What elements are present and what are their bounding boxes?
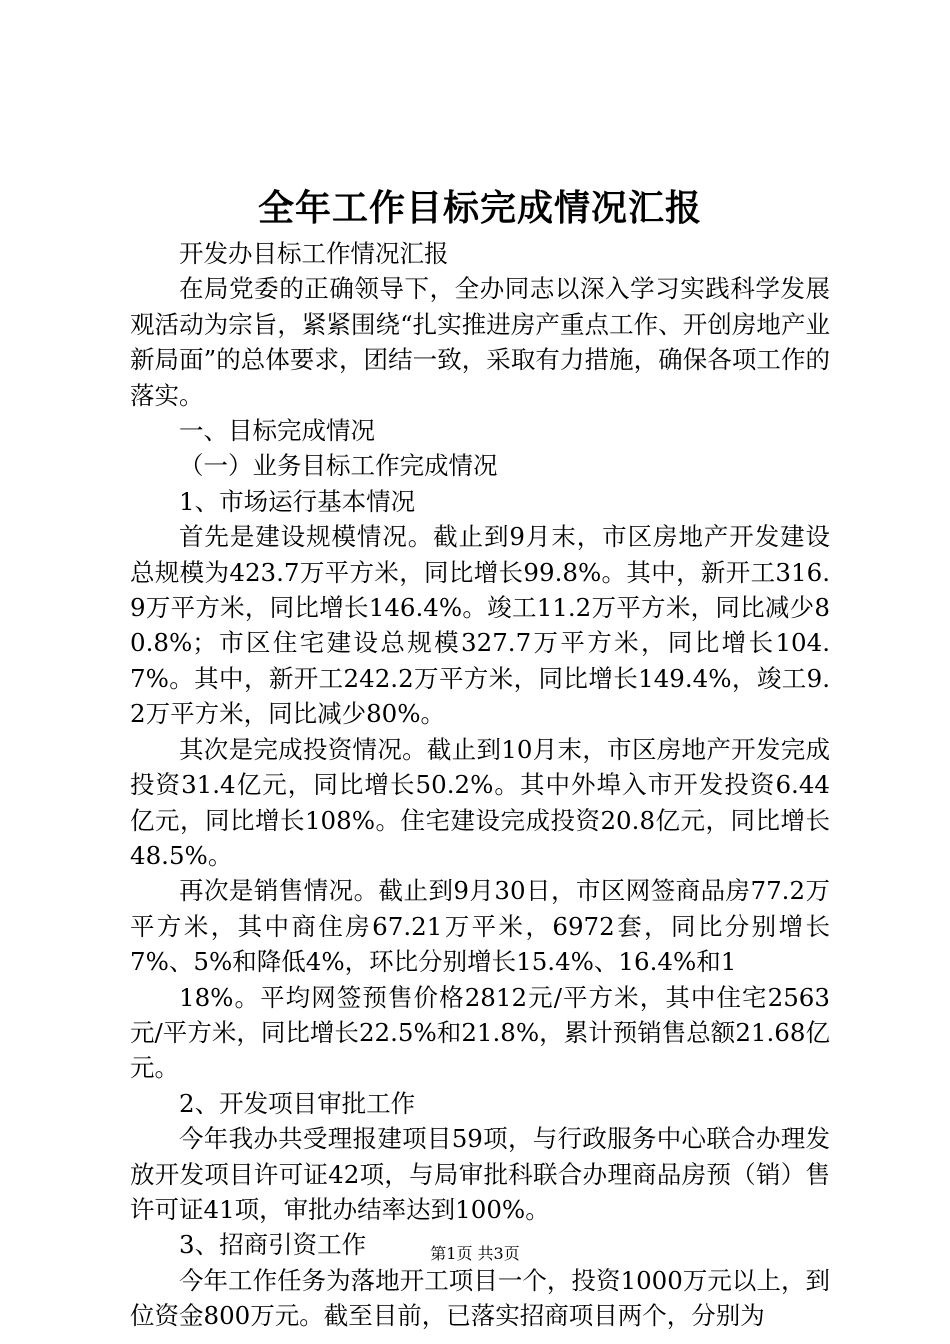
paragraph: 开发办目标工作情况汇报 [179, 239, 449, 268]
paragraph: 在局党委的正确领导下，全办同志以深入学习实践科学发展观活动为宗旨，紧紧围绕“扎实推进房产重点工作、开创房地产业新局面”的总体要求，团结一致，采取有力措施，确保各项工作的落实。 [130, 274, 830, 410]
paragraph: 今年工作任务为落地开工项目一个，投资1000万元以上，到位资金800万元。截至目前，已落实招商项目两个，分别为 [130, 1265, 830, 1331]
paragraph: 今年我办共受理报建项目59项，与行政服务中心联合办理发放开发项目许可证42项，与局审批科联合办理商品房预（销）售许可证41项，审批办结率达到100%。 [130, 1124, 830, 1224]
document-title: 全年工作目标完成情况汇报 [257, 188, 702, 229]
section-heading: 一、目标完成情况 [179, 416, 375, 446]
subsection-heading: （一）业务目标工作完成情况 [179, 451, 498, 481]
page-footer: 第1页 共3页 [430, 1244, 520, 1263]
paragraph: 其次是完成投资情况。截止到10月末，市区房地产开发完成投资31.4亿元，同比增长50.2%。其中外埠入市开发投资6.44亿元，同比增长108%。住宅建设完成投资20.8亿元，同比增长48.5%。 [130, 734, 830, 870]
paragraph: 首先是建设规模情况。截止到9月末，市区房地产开发建设总规模为423.7万平方米，同比增长99.8%。其中，新开工316.9万平方米，同比增长146.4%。竣工11.2万平方米，同比减少80.8%；市区住宅建设总规模327.7万平方米，同比增长104.7%。其中，新开工242.2万平方米，同比增长149.4%，竣工9.2万平方米，同比减少80%。 [130, 522, 830, 729]
paragraph: 18%。平均网签预售价格2812元/平方米，其中住宅2563元/平方米，同比增长22.5%和21.8%，累计预销售总额21.68亿元。 [130, 982, 830, 1083]
subsection-heading: 3、招商引资工作 [179, 1230, 367, 1260]
subsection-heading: 1、市场运行基本情况 [179, 486, 416, 516]
paragraph: 再次是销售情况。截止到9月30日，市区网签商品房77.2万平方米，其中商住房67.21万平米，6972套，同比分别增长7%、5%和降低4%，环比分别增长15.4%、16.4%和1 [130, 876, 830, 977]
subsection-heading: 2、开发项目审批工作 [179, 1088, 416, 1118]
document-body [130, 236, 830, 1334]
